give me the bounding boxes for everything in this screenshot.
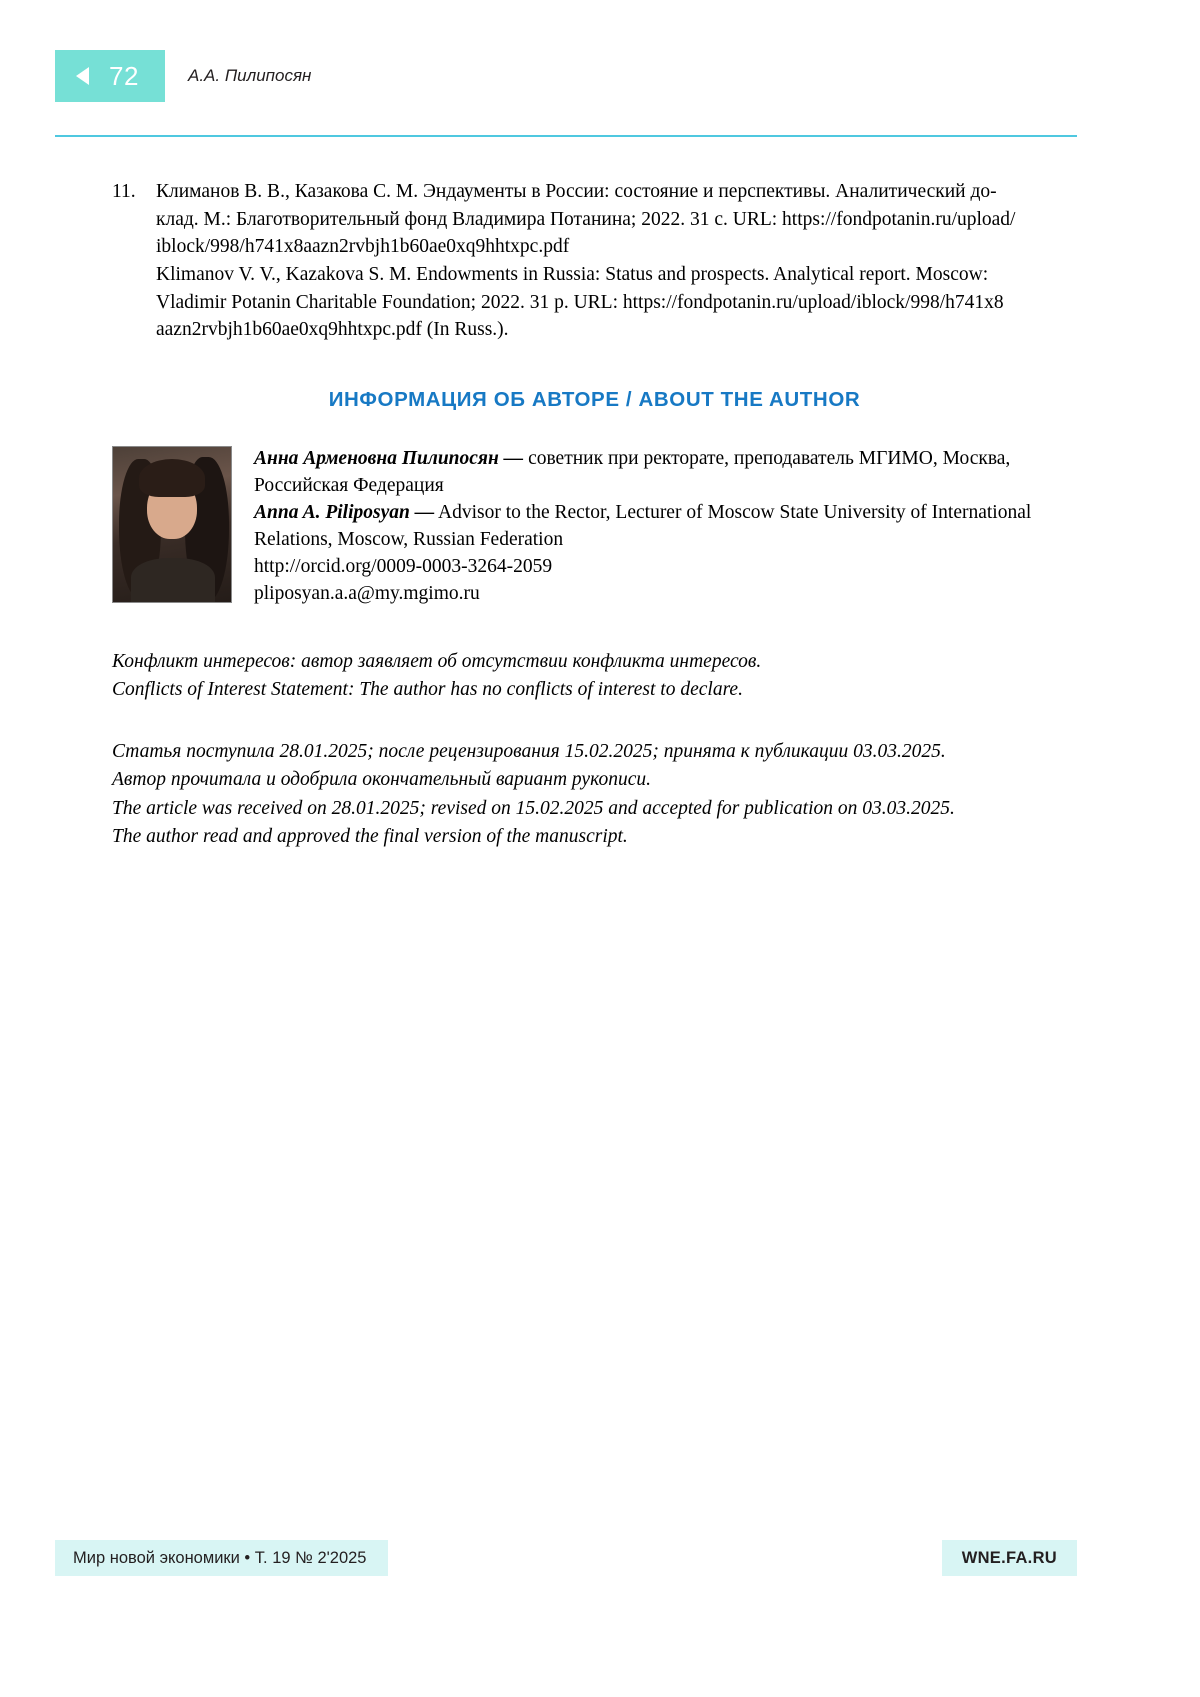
avatar	[112, 446, 232, 603]
page-header	[0, 50, 1076, 102]
author-details	[254, 446, 1077, 607]
reference-number: 11.	[112, 181, 136, 202]
author-orcid-link[interactable]: http://orcid.org/0009-0003-3264-2059	[254, 555, 553, 577]
author-line-en-1	[254, 500, 1077, 527]
author-affiliation-en-2: Relations, Moscow, Russian Federation	[254, 528, 564, 550]
author-block	[112, 446, 1077, 607]
conflict-statement-ru: Конфликт интересов: автор заявляет об отсутствии конфликта интересов.	[112, 650, 762, 672]
triangle-left-icon[interactable]	[67, 67, 97, 85]
statements-block	[112, 648, 1077, 705]
dates-ru-2: Автор прочитала и одобрила окончательный вариант рукописи.	[112, 769, 651, 791]
reference-line: Klimanov V. V., Kazakova S. M. Endowments in Russia: Status and prospects. Analytical report. Moscow:	[156, 264, 989, 286]
footer-website-badge[interactable]: WNE.FA.RU	[942, 1540, 1077, 1576]
dates-block	[112, 738, 1077, 851]
section-heading: ИНФОРМАЦИЯ ОБ АВТОРЕ / ABOUT THE AUTHOR	[328, 388, 861, 412]
dates-en-2: The author read and approved the final version of the manuscript.	[112, 825, 628, 847]
conflict-statement-en: Conflicts of Interest Statement: The author has no conflicts of interest to declare.	[112, 678, 743, 700]
dates-en-1: The article was received on 28.01.2025; revised on 15.02.2025 and accepted for publication on 03.03.2025.	[112, 797, 955, 819]
author-name-ru: Анна Арменовна Пилипосян —	[254, 448, 524, 470]
author-affiliation-ru-1: советник при ректорате, преподаватель МГИМО, Москва,	[523, 448, 1011, 470]
footer-journal-badge: Мир новой экономики • Т. 19 № 2'2025	[55, 1540, 388, 1576]
page-number: 72	[109, 60, 139, 91]
dates-ru-1: Статья поступила 28.01.2025; после рецензирования 15.02.2025; принята к публикации 03.03.2025.	[112, 741, 946, 763]
reference-line: клад. М.: Благотворительный фонд Владимира Потанина; 2022. 31 с. URL: https://fondpotanin.ru/upload/	[156, 208, 1016, 230]
reference-line: iblock/998/h741x8aazn2rvbjh1b60ae0xq9hhtxpc.pdf	[156, 236, 570, 258]
reference-text	[156, 178, 1077, 344]
page-content	[112, 178, 1077, 851]
reference-line: aazn2rvbjh1b60ae0xq9hhtxpc.pdf (In Russ.).	[156, 319, 509, 341]
reference-item	[112, 178, 1077, 344]
reference-line: Vladimir Potanin Charitable Foundation; 2022. 31 p. URL: https://fondpotanin.ru/upload/iblock/998/h741x8	[156, 291, 1004, 313]
reference-line: Климанов В. В., Казакова С. М. Эндаументы в России: состояние и перспективы. Аналитический до-	[156, 181, 997, 202]
author-affiliation-en-1: Advisor to the Rector, Lecturer of Moscow State University of International	[434, 501, 1032, 523]
running-title: А.А. Пилипосян	[188, 66, 312, 85]
header-divider	[55, 135, 1077, 137]
author-name-en: Anna A. Piliposyan —	[254, 501, 435, 523]
page-footer	[55, 1540, 1077, 1576]
page-number-band	[55, 50, 165, 102]
author-email-link[interactable]: pliposyan.a.a@my.mgimo.ru	[254, 582, 480, 604]
author-line-ru-1	[254, 446, 1077, 473]
author-affiliation-ru-2: Российская Федерация	[254, 475, 444, 497]
